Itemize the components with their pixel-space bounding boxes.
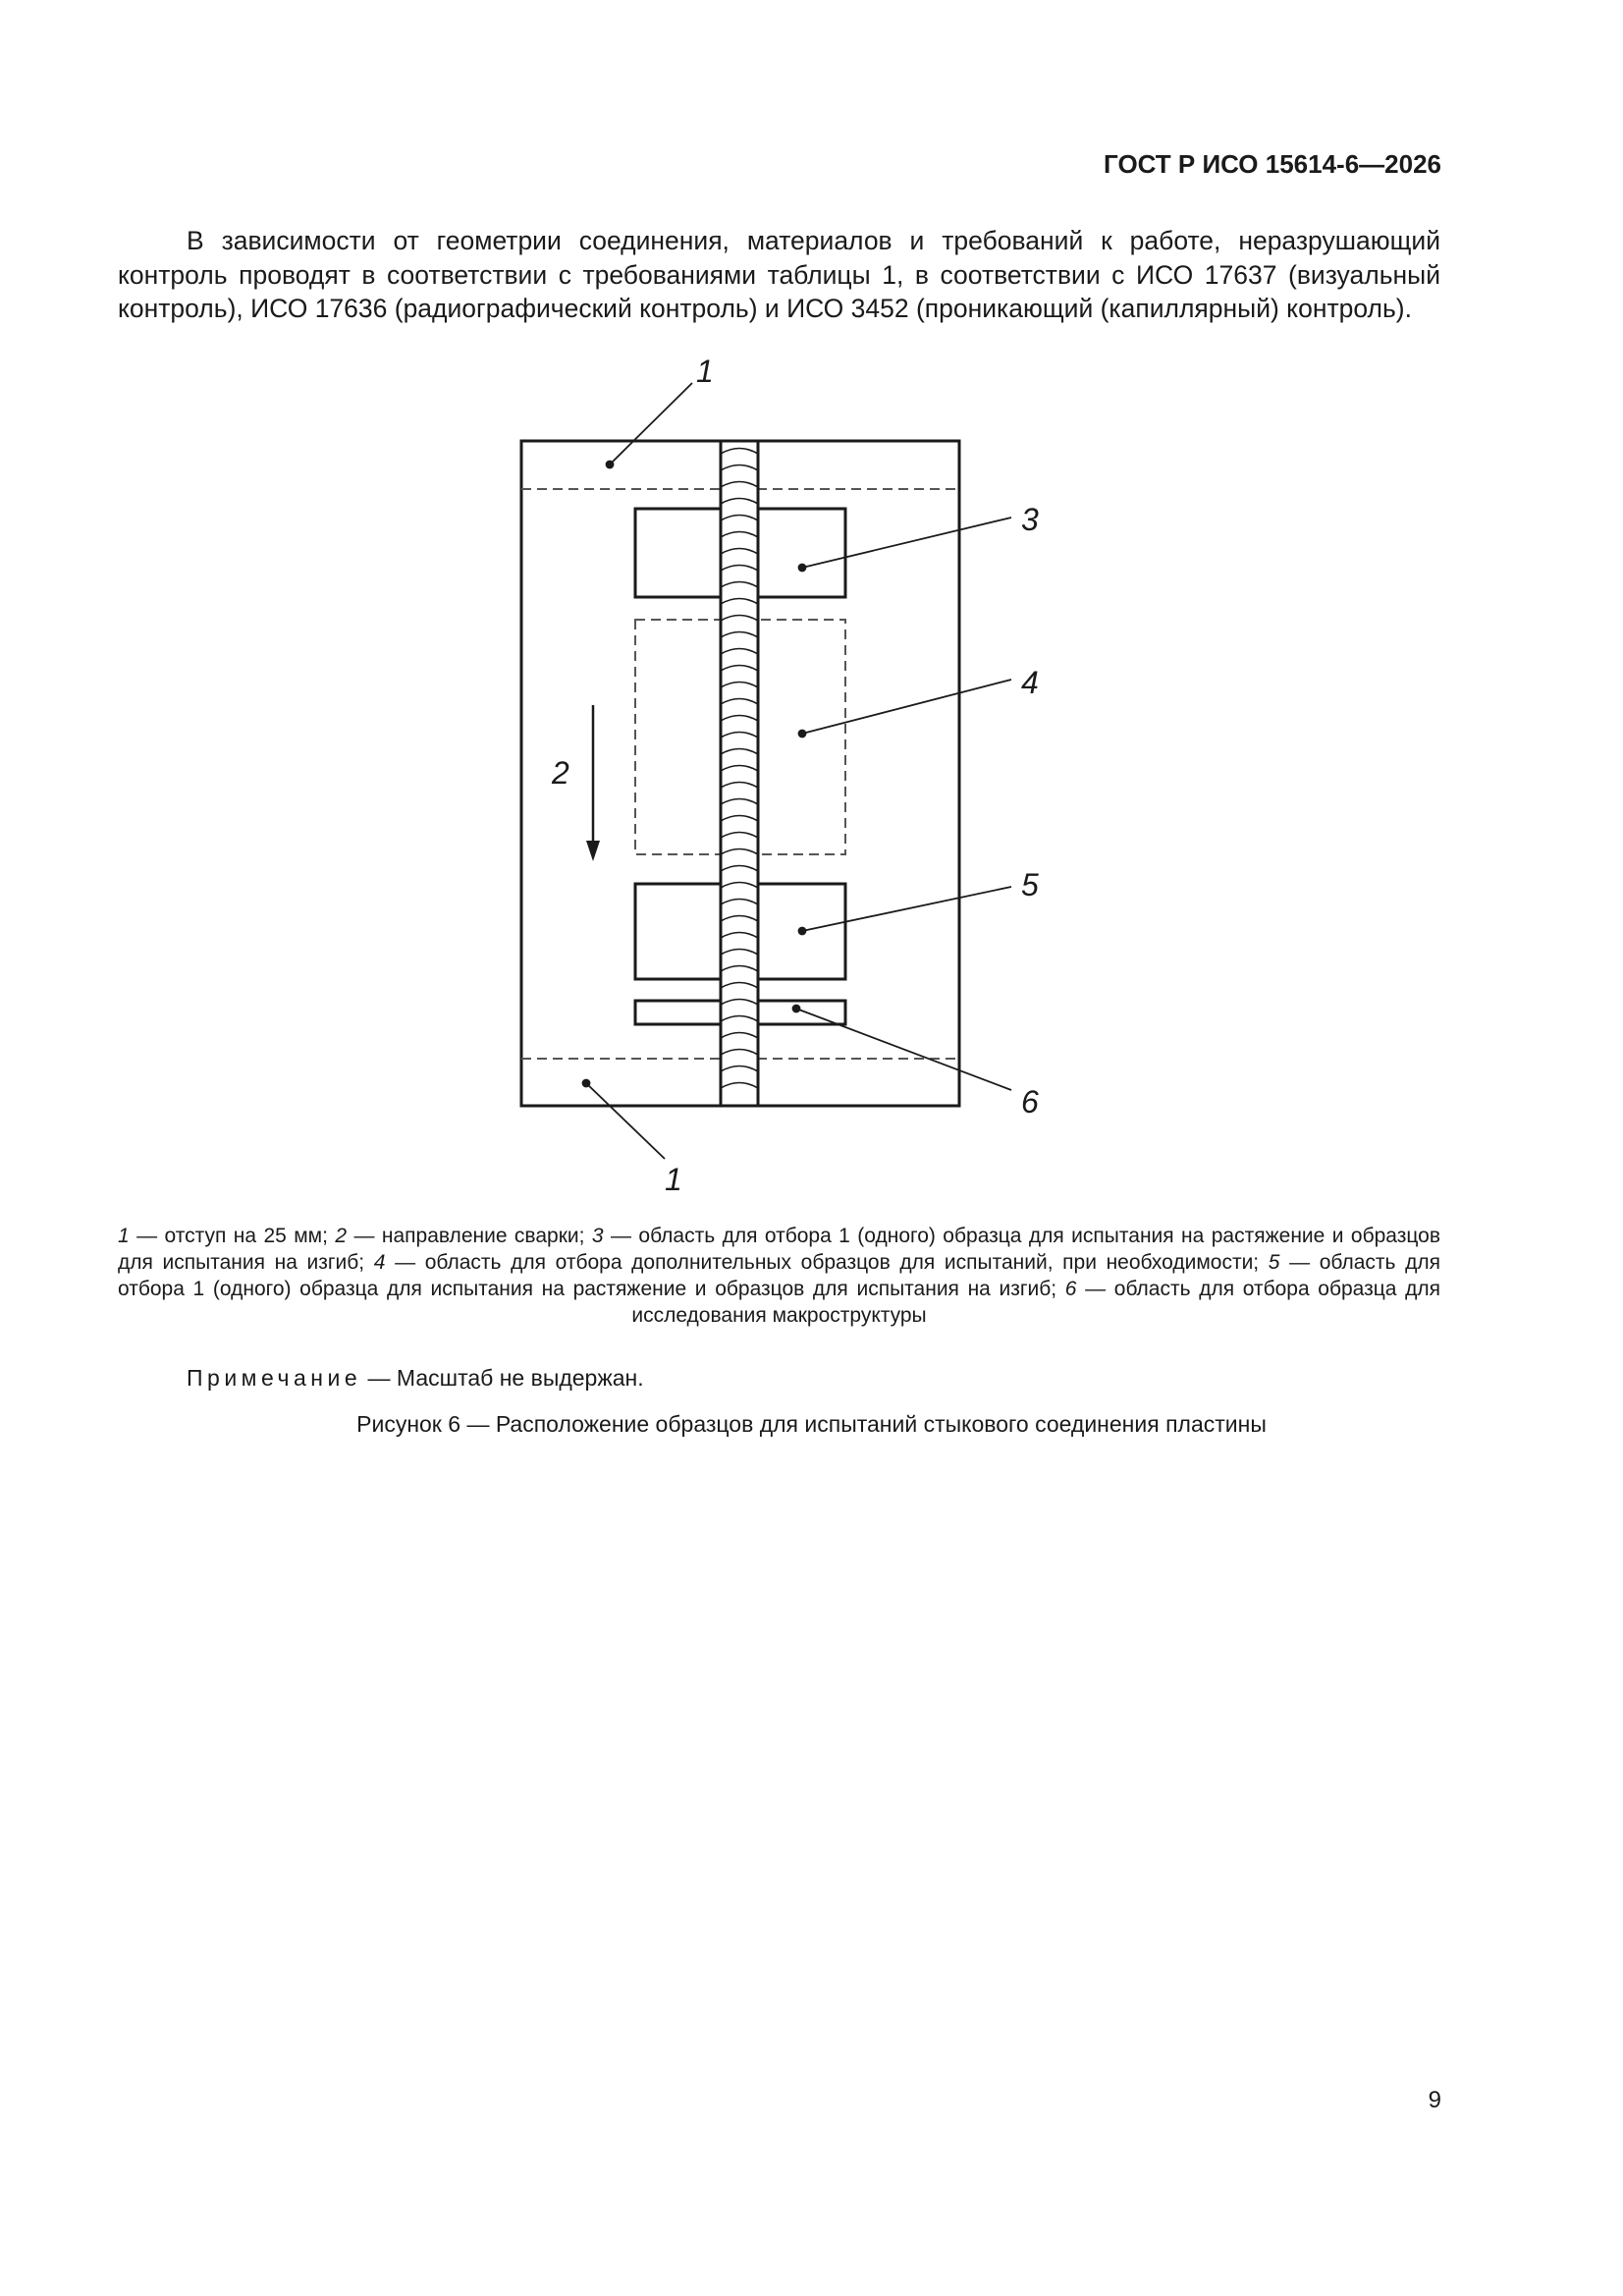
legend-item-3-text: — область для отбора 1 (одного) образца для испытания на растяжение и образцов для испытания на изгиб;	[118, 1225, 1440, 1274]
callout-1-top: 1	[696, 354, 714, 389]
legend-item-1-num: 1	[118, 1225, 130, 1247]
figure-note	[187, 1365, 644, 1392]
callout-4: 4	[1021, 665, 1039, 700]
arrowhead-icon	[586, 841, 600, 861]
legend-item-2-text: — направление сварки;	[347, 1225, 592, 1247]
legend-item-3-num: 3	[591, 1225, 604, 1247]
figure-legend	[118, 1223, 1440, 1329]
legend-item-2-num: 2	[335, 1225, 348, 1247]
legend-item-6-num: 6	[1064, 1278, 1077, 1300]
legend-item-5-num: 5	[1268, 1251, 1280, 1274]
page-number: 9	[1428, 2087, 1441, 2113]
legend-item-1-text: — отступ на 25 мм;	[129, 1225, 336, 1247]
callout-2: 2	[552, 755, 569, 791]
callout-6: 6	[1021, 1084, 1039, 1120]
intro-paragraph: В зависимости от геометрии соединения, материалов и требований к работе, неразрушающий контроль проводят в соответствии с требованиями таблицы 1, в соответствии с ИСО 17637 (визуальный контроль), ИСО 17636 (радиографический контроль) и ИСО 3452 (проникающий (капиллярный) контроль).	[118, 226, 1440, 323]
note-label: Примечание	[187, 1365, 362, 1391]
callout-1-bottom: 1	[665, 1162, 682, 1197]
doc-code: ГОСТ Р ИСО 15614-6—2026	[1104, 149, 1441, 179]
legend-item-4-num: 4	[373, 1251, 386, 1274]
legend-item-6-text: — область для отбора образца для исследования макроструктуры	[631, 1278, 1440, 1327]
callout-3: 3	[1021, 502, 1039, 537]
weld-seam	[721, 441, 758, 1106]
note-text: — Масштаб не выдержан.	[361, 1365, 644, 1391]
legend-item-4-text: — область для отбора дополнительных образцов для испытаний, при необходимости;	[385, 1251, 1269, 1274]
callout-5: 5	[1021, 867, 1039, 902]
figure-caption: Рисунок 6 — Расположение образцов для испытаний стыкового соединения пластины	[356, 1411, 1267, 1437]
legend-item-5-text: — область для отбора 1 (одного) образца для испытания на растяжение и образцов для испытания на изгиб;	[118, 1251, 1441, 1300]
